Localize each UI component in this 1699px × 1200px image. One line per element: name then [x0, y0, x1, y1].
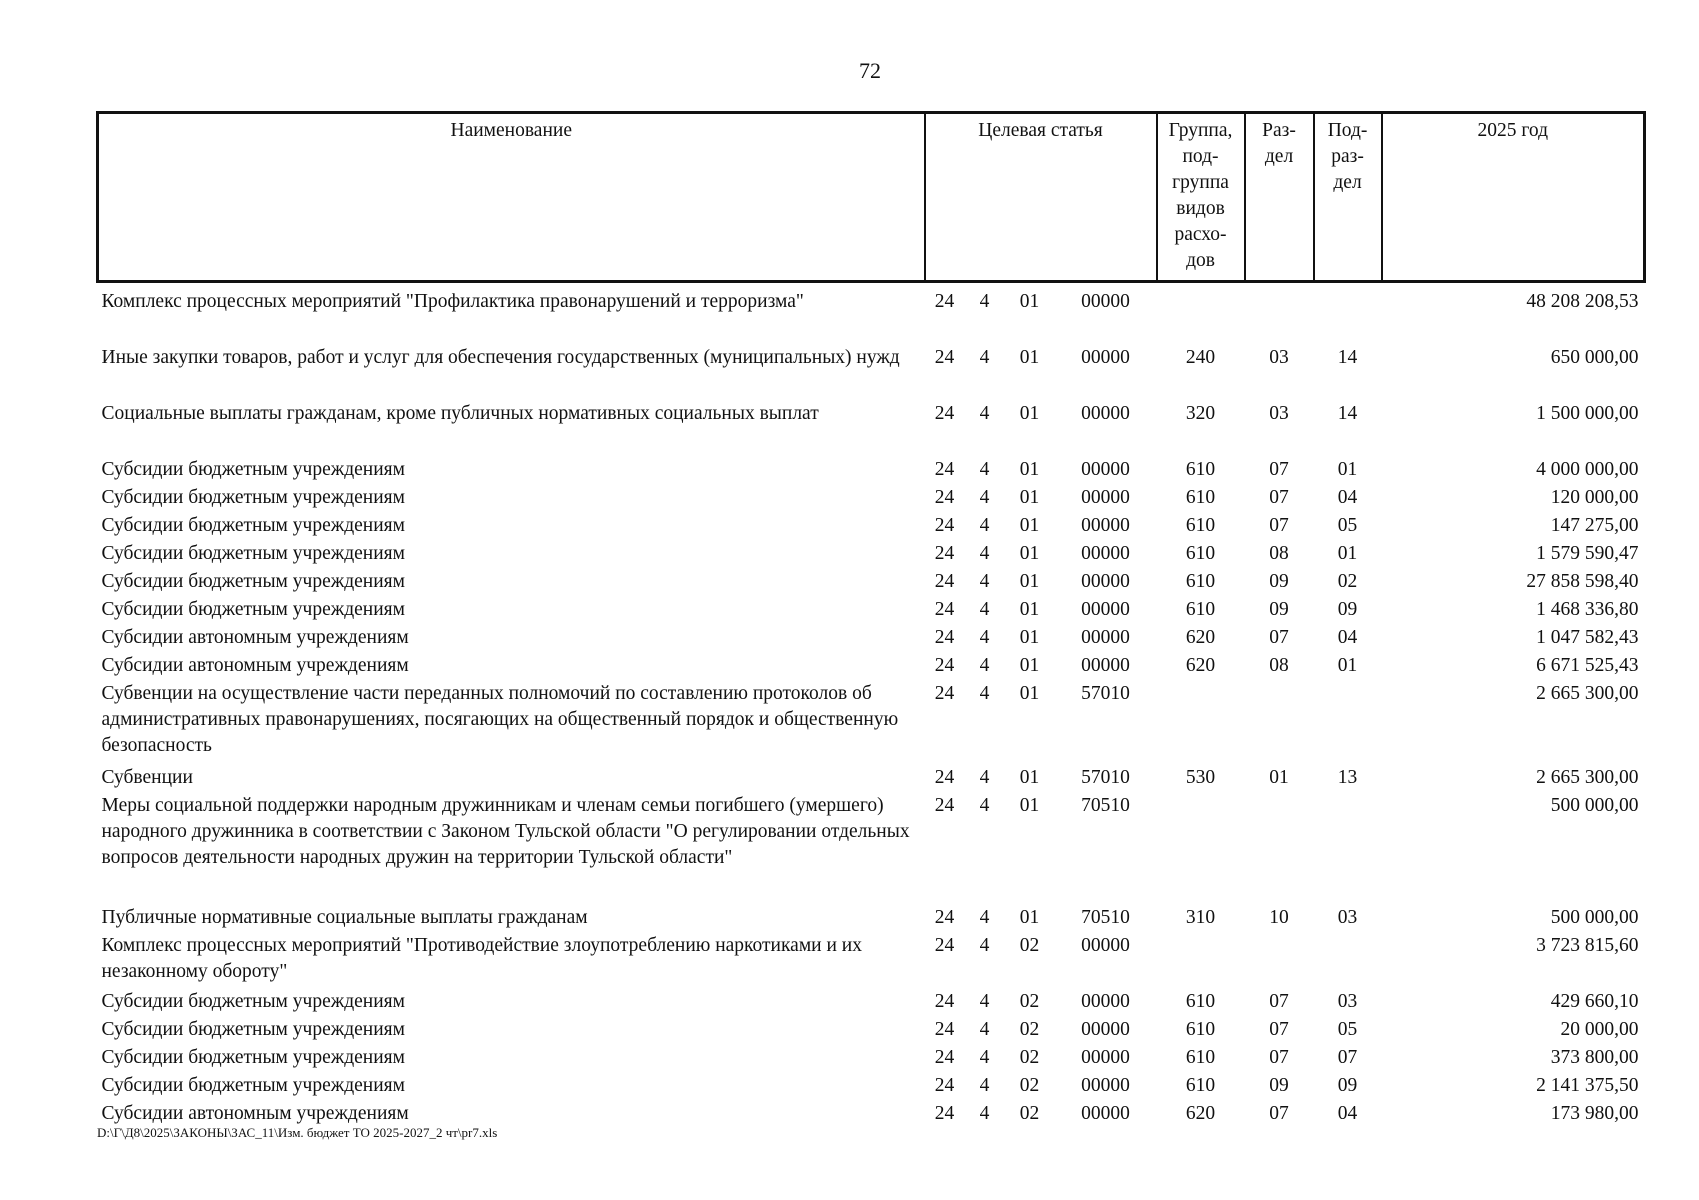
cell-section: 07	[1269, 1047, 1289, 1068]
table-row	[98, 282, 1645, 346]
cell-target-program: 24	[934, 767, 955, 788]
cell-amount: 2 665 300,00	[1536, 767, 1639, 788]
cell-target-program: 24	[934, 1103, 955, 1124]
cell-amount: 500 000,00	[1550, 795, 1639, 816]
cell-name: Субсидии бюджетным учреждениям	[101, 571, 405, 592]
cell-target-complex: 02	[1019, 1019, 1040, 1040]
cell-amount: 1 468 336,80	[1536, 599, 1639, 620]
cell-subsection: 13	[1337, 767, 1358, 788]
cell-section: 07	[1269, 991, 1289, 1012]
budget-table	[96, 111, 1646, 1129]
cell-target-type: 4	[979, 907, 990, 928]
cell-expense-group: 610	[1185, 1019, 1216, 1040]
cell-expense-group: 620	[1185, 655, 1216, 676]
cell-target-complex: 02	[1019, 1075, 1040, 1096]
header-name: Наименование	[98, 113, 925, 282]
cell-target-type: 4	[979, 515, 990, 536]
cell-subsection: 04	[1337, 1103, 1358, 1124]
cell-subsection: 05	[1337, 515, 1358, 536]
cell-target-direction: 00000	[1081, 1019, 1130, 1040]
cell-target-direction: 57010	[1081, 767, 1130, 788]
cell-name: Субсидии автономным учреждениям	[101, 655, 409, 676]
cell-target-program: 24	[934, 1075, 955, 1096]
cell-amount: 1 500 000,00	[1536, 403, 1639, 424]
cell-target-complex: 01	[1019, 655, 1040, 676]
table-row	[98, 625, 1645, 653]
cell-target-direction: 57010	[1081, 683, 1130, 704]
header-target-article: Целевая статья	[925, 113, 1157, 282]
cell-target-complex: 01	[1019, 599, 1040, 620]
cell-target-program: 24	[934, 459, 955, 480]
cell-target-direction: 70510	[1081, 795, 1130, 816]
cell-expense-group: 610	[1185, 543, 1216, 564]
cell-section: 07	[1269, 1019, 1289, 1040]
cell-target-direction: 00000	[1081, 991, 1130, 1012]
cell-target-complex: 01	[1019, 767, 1040, 788]
cell-target-complex: 01	[1019, 683, 1040, 704]
cell-amount: 27 858 598,40	[1526, 571, 1639, 592]
cell-amount: 1 579 590,47	[1536, 543, 1639, 564]
cell-section: 01	[1269, 767, 1289, 788]
cell-expense-group: 610	[1185, 991, 1216, 1012]
cell-subsection: 03	[1337, 991, 1358, 1012]
cell-target-direction: 00000	[1081, 655, 1130, 676]
cell-target-direction: 00000	[1081, 1103, 1130, 1124]
cell-amount: 3 723 815,60	[1536, 935, 1639, 956]
cell-target-complex: 02	[1019, 935, 1040, 956]
cell-target-type: 4	[979, 935, 990, 956]
table-row	[98, 1017, 1645, 1045]
cell-section: 07	[1269, 627, 1289, 648]
cell-target-program: 24	[934, 599, 955, 620]
cell-subsection: 03	[1337, 907, 1358, 928]
cell-section	[1245, 282, 1314, 346]
cell-target-direction: 00000	[1081, 1047, 1130, 1068]
cell-amount: 1 047 582,43	[1536, 627, 1639, 648]
table-header-row	[98, 113, 1645, 282]
cell-target-complex: 02	[1019, 1047, 1040, 1068]
table-body	[98, 282, 1645, 1130]
cell-target-program: 24	[934, 907, 955, 928]
table-row	[98, 513, 1645, 541]
cell-amount: 120 000,00	[1550, 487, 1639, 508]
cell-target-program: 24	[934, 683, 955, 704]
cell-target-direction: 00000	[1081, 935, 1130, 956]
cell-expense-group: 610	[1185, 487, 1216, 508]
cell-expense-group: 620	[1185, 627, 1216, 648]
cell-expense-group: 610	[1185, 1075, 1216, 1096]
cell-target-complex: 01	[1019, 347, 1040, 368]
cell-target-program: 24	[934, 1047, 955, 1068]
cell-amount: 2 665 300,00	[1536, 683, 1639, 704]
cell-name: Субвенции на осуществление части переданных полномочий по составлению протоколов об административных правонарушениях, посягающих на общественный порядок и общественную безопасность	[101, 683, 899, 756]
cell-expense-group: 610	[1185, 571, 1216, 592]
cell-amount: 4 000 000,00	[1536, 459, 1639, 480]
cell-expense-group: 530	[1185, 767, 1216, 788]
cell-name: Комплекс процессных мероприятий "Противодействие злоупотреблению наркотиками и их незаконному обороту"	[101, 935, 862, 982]
cell-target-program: 24	[934, 487, 955, 508]
cell-subsection	[1314, 933, 1382, 989]
cell-target-direction: 00000	[1081, 627, 1130, 648]
table-row	[98, 541, 1645, 569]
cell-section: 07	[1269, 1103, 1289, 1124]
cell-name: Субсидии бюджетным учреждениям	[101, 487, 405, 508]
cell-target-type: 4	[979, 1103, 990, 1124]
table-row	[98, 401, 1645, 457]
cell-target-type: 4	[979, 459, 990, 480]
cell-section	[1245, 793, 1314, 905]
cell-target-program: 24	[934, 515, 955, 536]
cell-expense-group: 240	[1185, 347, 1216, 368]
cell-subsection	[1314, 282, 1382, 346]
cell-section: 03	[1269, 347, 1289, 368]
cell-target-complex: 01	[1019, 487, 1040, 508]
cell-subsection: 14	[1337, 403, 1358, 424]
table-row	[98, 569, 1645, 597]
cell-section	[1245, 933, 1314, 989]
header-expense-group: Группа, под-группа видов расхо-дов	[1157, 113, 1245, 282]
cell-name: Субсидии бюджетным учреждениям	[101, 543, 405, 564]
cell-section: 09	[1269, 1075, 1289, 1096]
cell-target-type: 4	[979, 683, 990, 704]
cell-target-program: 24	[934, 571, 955, 592]
cell-target-complex: 01	[1019, 627, 1040, 648]
cell-target-direction: 00000	[1081, 487, 1130, 508]
cell-expense-group: 610	[1185, 599, 1216, 620]
cell-subsection: 09	[1337, 1075, 1358, 1096]
cell-expense-group	[1157, 681, 1245, 765]
cell-section	[1245, 681, 1314, 765]
cell-target-type: 4	[979, 1019, 990, 1040]
cell-expense-group: 610	[1185, 515, 1216, 536]
cell-name: Социальные выплаты гражданам, кроме публичных нормативных социальных выплат	[101, 403, 819, 424]
cell-target-program: 24	[934, 627, 955, 648]
cell-target-complex: 01	[1019, 459, 1040, 480]
cell-name: Субсидии автономным учреждениям	[101, 627, 409, 648]
cell-amount: 20 000,00	[1560, 1019, 1639, 1040]
cell-subsection: 01	[1337, 543, 1358, 564]
cell-amount: 429 660,10	[1550, 991, 1639, 1012]
cell-section: 07	[1269, 459, 1289, 480]
cell-expense-group: 620	[1185, 1103, 1216, 1124]
cell-target-type: 4	[979, 767, 990, 788]
cell-expense-group: 310	[1185, 907, 1216, 928]
cell-target-direction: 00000	[1081, 403, 1130, 424]
table-row	[98, 1073, 1645, 1101]
cell-subsection	[1314, 793, 1382, 905]
cell-subsection	[1314, 681, 1382, 765]
header-section: Раз-дел	[1245, 113, 1314, 282]
cell-target-complex: 01	[1019, 543, 1040, 564]
header-subsection: Под-раз-дел	[1314, 113, 1382, 282]
header-year: 2025 год	[1382, 113, 1645, 282]
cell-target-type: 4	[979, 291, 990, 312]
table-row	[98, 1045, 1645, 1073]
cell-section: 07	[1269, 515, 1289, 536]
table-row	[98, 485, 1645, 513]
cell-name: Субсидии бюджетным учреждениям	[101, 1047, 405, 1068]
cell-target-program: 24	[934, 1019, 955, 1040]
cell-name: Субсидии бюджетным учреждениям	[101, 515, 405, 536]
cell-name: Субсидии бюджетным учреждениям	[101, 1019, 405, 1040]
cell-target-direction: 00000	[1081, 347, 1130, 368]
cell-subsection: 05	[1337, 1019, 1358, 1040]
table-row	[98, 653, 1645, 681]
cell-subsection: 04	[1337, 627, 1358, 648]
cell-target-complex: 01	[1019, 515, 1040, 536]
cell-target-direction: 00000	[1081, 599, 1130, 620]
cell-target-type: 4	[979, 347, 990, 368]
cell-subsection: 14	[1337, 347, 1358, 368]
cell-name: Субсидии бюджетным учреждениям	[101, 599, 405, 620]
cell-subsection: 01	[1337, 459, 1358, 480]
cell-amount: 373 800,00	[1550, 1047, 1639, 1068]
cell-subsection: 02	[1337, 571, 1358, 592]
cell-target-program: 24	[934, 795, 955, 816]
cell-target-direction: 00000	[1081, 515, 1130, 536]
cell-amount: 2 141 375,50	[1536, 1075, 1639, 1096]
cell-section: 07	[1269, 487, 1289, 508]
table-row	[98, 905, 1645, 933]
cell-target-type: 4	[979, 1047, 990, 1068]
cell-target-complex: 02	[1019, 991, 1040, 1012]
cell-subsection: 04	[1337, 487, 1358, 508]
table-row	[98, 457, 1645, 485]
cell-target-program: 24	[934, 655, 955, 676]
cell-amount: 173 980,00	[1550, 1103, 1639, 1124]
table-row	[98, 765, 1645, 793]
cell-amount: 500 000,00	[1550, 907, 1639, 928]
cell-target-program: 24	[934, 347, 955, 368]
cell-target-direction: 00000	[1081, 1075, 1130, 1096]
cell-amount: 650 000,00	[1550, 347, 1639, 368]
cell-target-type: 4	[979, 487, 990, 508]
cell-target-complex: 01	[1019, 403, 1040, 424]
cell-target-program: 24	[934, 291, 955, 312]
cell-target-program: 24	[934, 403, 955, 424]
cell-target-complex: 01	[1019, 907, 1040, 928]
cell-target-complex: 01	[1019, 571, 1040, 592]
cell-amount: 48 208 208,53	[1526, 291, 1639, 312]
cell-name: Публичные нормативные социальные выплаты гражданам	[101, 907, 588, 928]
cell-target-direction: 00000	[1081, 291, 1130, 312]
table-row	[98, 345, 1645, 401]
table-row	[98, 793, 1645, 905]
cell-section: 08	[1269, 655, 1289, 676]
cell-name: Комплекс процессных мероприятий "Профилактика правонарушений и терроризма"	[101, 291, 804, 312]
cell-subsection: 09	[1337, 599, 1358, 620]
cell-name: Субвенции	[101, 767, 193, 788]
cell-subsection: 07	[1337, 1047, 1358, 1068]
cell-name: Иные закупки товаров, работ и услуг для обеспечения государственных (муниципальных) нужд	[101, 347, 900, 368]
cell-expense-group	[1157, 282, 1245, 346]
footer-file-path: D:\Г\Д8\2025\ЗАКОНЫ\ЗАС_11\Изм. бюджет ТО 2025-2027_2 чт\pr7.xls	[97, 1125, 498, 1140]
cell-subsection: 01	[1337, 655, 1358, 676]
cell-target-complex: 01	[1019, 795, 1040, 816]
cell-target-complex: 01	[1019, 291, 1040, 312]
cell-target-type: 4	[979, 627, 990, 648]
cell-target-type: 4	[979, 543, 990, 564]
cell-target-direction: 00000	[1081, 459, 1130, 480]
cell-target-direction: 00000	[1081, 571, 1130, 592]
cell-expense-group: 610	[1185, 459, 1216, 480]
cell-expense-group: 320	[1185, 403, 1216, 424]
cell-target-direction: 00000	[1081, 543, 1130, 564]
table-row	[98, 681, 1645, 765]
cell-section: 08	[1269, 543, 1289, 564]
cell-expense-group: 610	[1185, 1047, 1216, 1068]
page-number: 72	[859, 58, 881, 83]
cell-name: Субсидии бюджетным учреждениям	[101, 991, 405, 1012]
table-row	[98, 933, 1645, 989]
cell-target-type: 4	[979, 795, 990, 816]
cell-section: 10	[1269, 907, 1289, 928]
cell-expense-group	[1157, 793, 1245, 905]
cell-expense-group	[1157, 933, 1245, 989]
cell-name: Субсидии бюджетным учреждениям	[101, 459, 405, 480]
cell-name: Меры социальной поддержки народным дружинникам и членам семьи погибшего (умершего) народного дружинника в соответствии с Законом Тульской области "О регулировании отдельных вопросов деятельности народных дружин на территории Тульской области"	[101, 795, 910, 868]
cell-target-type: 4	[979, 1075, 990, 1096]
cell-target-type: 4	[979, 571, 990, 592]
cell-name: Субсидии бюджетным учреждениям	[101, 1075, 405, 1096]
cell-target-program: 24	[934, 935, 955, 956]
cell-target-program: 24	[934, 991, 955, 1012]
cell-target-direction: 70510	[1081, 907, 1130, 928]
cell-target-type: 4	[979, 655, 990, 676]
cell-target-type: 4	[979, 991, 990, 1012]
cell-section: 09	[1269, 571, 1289, 592]
cell-section: 03	[1269, 403, 1289, 424]
cell-section: 09	[1269, 599, 1289, 620]
table-row	[98, 597, 1645, 625]
cell-name: Субсидии автономным учреждениям	[101, 1103, 409, 1124]
cell-amount: 147 275,00	[1550, 515, 1639, 536]
cell-target-complex: 02	[1019, 1103, 1040, 1124]
cell-target-type: 4	[979, 599, 990, 620]
cell-target-type: 4	[979, 403, 990, 424]
cell-target-program: 24	[934, 543, 955, 564]
table-row	[98, 989, 1645, 1017]
cell-amount: 6 671 525,43	[1536, 655, 1639, 676]
